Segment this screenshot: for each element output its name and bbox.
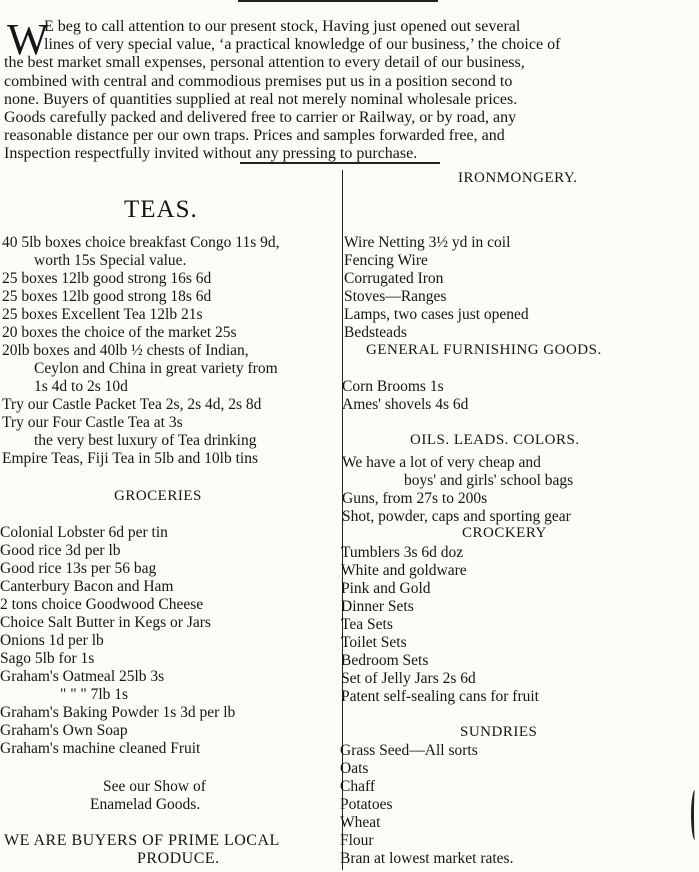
- intro-line: lines of very special value, ‘a practical knowledge of our business,’ the choice of: [44, 36, 561, 54]
- crockery-item: Tumblers 3s 6d doz: [341, 544, 464, 561]
- sundries-item: Flour: [340, 832, 374, 849]
- furnishing-item: Ames' shovels 4s 6d: [342, 396, 469, 413]
- sundries-item: Bran at lowest market rates.: [340, 850, 514, 867]
- tea-item: 25 boxes 12lb good strong 16s 6d: [2, 270, 212, 287]
- tea-item: 25 boxes 12lb good strong 18s 6d: [2, 288, 212, 305]
- tea-item: Empire Teas, Fiji Tea in 5lb and 10lb tins: [2, 450, 258, 467]
- grocery-item: Choice Salt Butter in Kegs or Jars: [0, 614, 211, 631]
- crockery-item: Set of Jelly Jars 2s 6d: [341, 670, 476, 687]
- intro-line: E beg to call attention to our present stock, Having just opened out several: [44, 18, 521, 35]
- ironmongery-heading: IRONMONGERY.: [458, 170, 578, 186]
- sundries-heading: SUNDRIES: [460, 724, 538, 740]
- sundries-item: Oats: [340, 760, 369, 777]
- oils-heading: OILS. LEADS. COLORS.: [410, 432, 580, 448]
- sundries-item: Wheat: [340, 814, 381, 831]
- tea-item: 1s 4d to 2s 10d: [34, 378, 128, 395]
- grocery-item: Graham's machine cleaned Fruit: [0, 740, 201, 757]
- grocery-item: Graham's Oatmeal 25lb 3s: [0, 668, 165, 685]
- crockery-item: Bedroom Sets: [341, 652, 429, 669]
- grocery-item: Graham's Own Soap: [0, 722, 128, 739]
- intro-dropcap: W: [7, 15, 49, 64]
- oils-item: Guns, from 27s to 200s: [342, 490, 488, 507]
- grocery-item: 2 tons choice Goodwood Cheese: [0, 596, 204, 613]
- furnishing-item: Corn Brooms 1s: [342, 378, 444, 395]
- grocery-item: Colonial Lobster 6d per tin: [0, 524, 168, 541]
- oils-item: We have a lot of very cheap and: [342, 454, 541, 471]
- grocery-item: Good rice 13s per 56 bag: [0, 560, 157, 577]
- section-rule: [240, 162, 440, 164]
- buyers-line: WE ARE BUYERS OF PRIME LOCAL: [4, 832, 280, 849]
- crockery-item: Dinner Sets: [341, 598, 414, 615]
- tea-item: 20lb boxes and 40lb ½ chests of Indian,: [2, 342, 249, 359]
- grocery-item: Good rice 3d per lb: [0, 542, 121, 559]
- crockery-heading: CROCKERY: [462, 525, 547, 541]
- intro-line: none. Buyers of quantities supplied at real not merely nominal wholesale prices.: [4, 90, 518, 108]
- intro-line: reasonable distance per our own traps. Prices and samples forwarded free, and: [4, 127, 505, 145]
- groceries-heading: GROCERIES: [114, 488, 202, 504]
- intro-paragraph: [4, 15, 692, 164]
- crockery-item: White and goldware: [341, 562, 467, 579]
- grocery-item: Onions 1d per lb: [0, 632, 104, 649]
- tea-item: 40 5lb boxes choice breakfast Congo 11s 9d,: [2, 234, 280, 251]
- crockery-item: Toilet Sets: [341, 634, 407, 651]
- teas-heading: TEAS.: [124, 196, 198, 223]
- grocery-item: Canterbury Bacon and Ham: [0, 578, 174, 595]
- crockery-item: Patent self-sealing cans for fruit: [341, 688, 539, 705]
- intro-line: Goods carefully packed and delivered free to carrier or Railway, or by road, any: [4, 109, 517, 127]
- tea-item: the very best luxury of Tea drinking: [34, 432, 257, 449]
- furnishing-heading: GENERAL FURNISHING GOODS.: [366, 342, 602, 358]
- show-line: Enamelad Goods.: [90, 796, 201, 813]
- oils-item: boys' and girls' school bags: [404, 472, 574, 489]
- tea-item: Ceylon and China in great variety from: [34, 360, 278, 377]
- grocery-item: Graham's Baking Powder 1s 3d per lb: [0, 704, 236, 721]
- top-rule: [238, 0, 438, 2]
- iron-item: Stoves—Ranges: [344, 288, 447, 305]
- tea-item: 25 boxes Excellent Tea 12lb 21s: [2, 306, 203, 323]
- buyers-line: PRODUCE.: [137, 850, 220, 867]
- page-edge-mark: [691, 790, 699, 840]
- intro-line: the best market small expenses, personal attention to every detail of our business,: [4, 54, 525, 72]
- crockery-item: Pink and Gold: [341, 580, 431, 597]
- grocery-item: " " " 7lb 1s: [60, 686, 129, 703]
- iron-item: Corrugated Iron: [344, 270, 444, 287]
- iron-item: Lamps, two cases just opened: [344, 306, 529, 323]
- intro-line: combined with central and commodious premises put us in a position second to: [4, 72, 513, 90]
- iron-item: Bedsteads: [344, 324, 407, 341]
- show-line: See our Show of: [103, 778, 206, 795]
- sundries-item: Chaff: [340, 778, 376, 795]
- sundries-item: Grass Seed—All sorts: [340, 742, 478, 759]
- intro-line: Inspection respectfully invited without any pressing to purchase.: [4, 145, 418, 163]
- tea-item: 20 boxes the choice of the market 25s: [2, 324, 237, 341]
- iron-item: Fencing Wire: [344, 252, 428, 269]
- grocery-item: Sago 5lb for 1s: [0, 650, 95, 667]
- sundries-item: Potatoes: [340, 796, 393, 813]
- tea-item: Try our Castle Packet Tea 2s, 2s 4d, 2s 8d: [2, 396, 262, 413]
- oils-item: Shot, powder, caps and sporting gear: [342, 508, 571, 525]
- tea-item: Try our Four Castle Tea at 3s: [2, 414, 183, 431]
- iron-item: Wire Netting 3½ yd in coil: [344, 234, 511, 251]
- tea-item: worth 15s Special value.: [34, 252, 187, 269]
- crockery-item: Tea Sets: [341, 616, 393, 633]
